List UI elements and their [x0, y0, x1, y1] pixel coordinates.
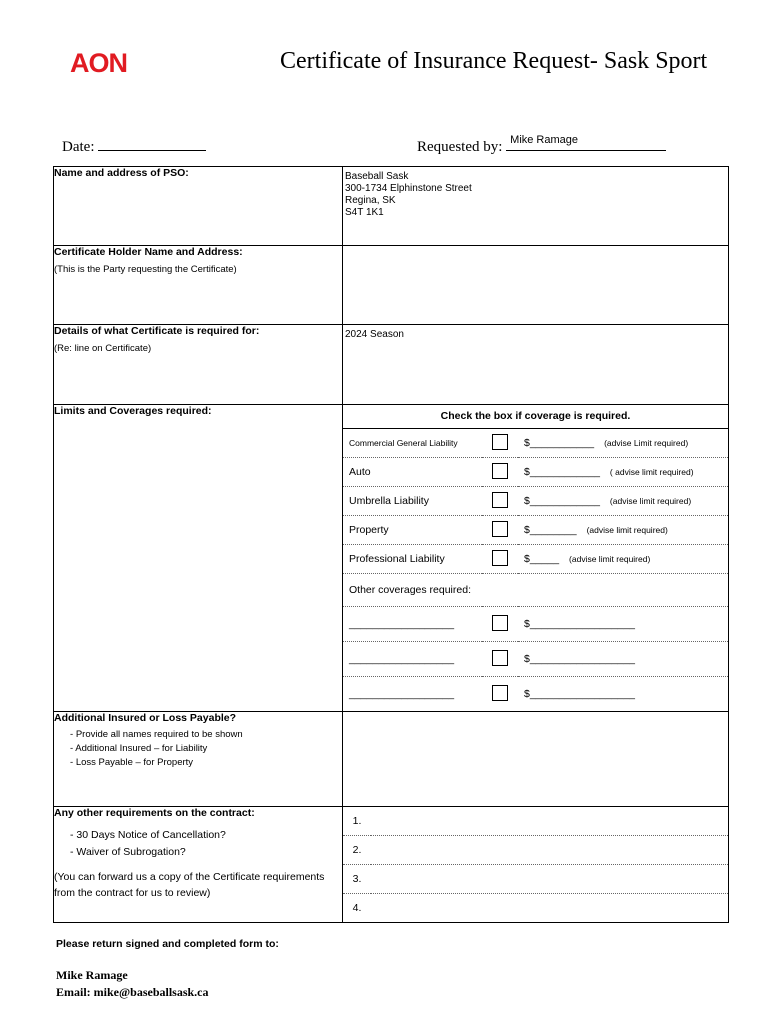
requested-by-field[interactable] — [506, 134, 666, 151]
date-label: Date: — [62, 139, 95, 155]
pso-label-cell — [54, 167, 343, 246]
details-label: Details of what Certificate is required for: — [54, 325, 260, 337]
checkbox-icon[interactable] — [492, 685, 508, 701]
coverage-name: Professional Liability — [343, 545, 482, 574]
amount-text: $_____ — [524, 553, 560, 565]
details-value: 2024 Season — [345, 329, 404, 340]
advise-text: (advise limit required) — [569, 554, 651, 564]
additional-list — [70, 728, 342, 770]
additional-value-cell[interactable] — [343, 712, 729, 807]
pso-line: 300-1734 Elphinstone Street — [345, 183, 472, 194]
other-coverages-label: Other coverages required: — [343, 574, 728, 607]
advise-text: (advise Limit required) — [604, 438, 689, 448]
requested-by-value: Mike Ramage — [510, 134, 579, 146]
coverage-checkbox[interactable] — [482, 487, 518, 516]
holder-value-cell[interactable] — [343, 246, 729, 325]
coverage-amount[interactable] — [518, 545, 728, 574]
details-value-cell[interactable] — [343, 325, 729, 405]
limits-label: Limits and Coverages required: — [54, 405, 212, 417]
pso-value-cell[interactable] — [343, 167, 729, 246]
pso-line: Baseball Sask — [345, 171, 409, 182]
other-req-value-cell — [343, 807, 729, 923]
checkbox-icon[interactable] — [492, 550, 508, 566]
coverage-amount[interactable] — [518, 429, 728, 458]
other-coverage-amount[interactable]: $__________________ — [518, 642, 728, 677]
coverage-amount[interactable] — [518, 458, 728, 487]
details-sub: (Re: line on Certificate) — [54, 343, 152, 354]
requested-by-line — [417, 134, 666, 156]
date-field[interactable] — [98, 134, 206, 151]
contact-email: Email: mike@baseballsask.ca — [56, 985, 209, 999]
requested-by-label: Requested by: — [417, 139, 503, 155]
req-field[interactable] — [371, 807, 728, 836]
aon-logo: AON — [70, 48, 127, 78]
list-item: - Loss Payable – for Property — [70, 756, 342, 770]
details-label-cell — [54, 325, 343, 405]
checkbox-icon[interactable] — [492, 492, 508, 508]
coverage-checkbox[interactable] — [482, 516, 518, 545]
limits-header: Check the box if coverage is required. — [343, 405, 728, 429]
other-req-list — [70, 827, 342, 861]
holder-label: Certificate Holder Name and Address: — [54, 246, 243, 258]
amount-text: $____________ — [524, 466, 600, 478]
checkbox-icon[interactable] — [492, 434, 508, 450]
list-item: - Waiver of Subrogation? — [70, 844, 342, 861]
holder-label-cell — [54, 246, 343, 325]
coverage-checkbox[interactable] — [482, 545, 518, 574]
additional-label: Additional Insured or Loss Payable? — [54, 712, 237, 724]
advise-text: ( advise limit required) — [609, 467, 694, 477]
advise-text: (advise limit required) — [586, 525, 668, 535]
limits-label-cell — [54, 405, 343, 712]
req-number: 4. — [352, 902, 362, 914]
other-req-note: (You can forward us a copy of the Certificate requirements from the contract for us to review) — [54, 871, 325, 899]
coverage-checkbox[interactable] — [482, 458, 518, 487]
other-coverage-name[interactable]: __________________ — [349, 688, 455, 700]
additional-label-cell — [54, 712, 343, 807]
coverage-name: Auto — [343, 458, 482, 487]
checkbox-icon[interactable] — [492, 615, 508, 631]
page-title: Certificate of Insurance Request- Sask Sport — [280, 48, 708, 74]
checkbox-icon[interactable] — [492, 521, 508, 537]
date-line — [62, 134, 206, 156]
coverage-name: Commercial General Liability — [343, 429, 482, 458]
amount-text: $____________ — [524, 495, 600, 507]
req-field[interactable] — [371, 894, 728, 923]
list-item: - Additional Insured – for Liability — [70, 742, 342, 756]
pso-label: Name and address of PSO: — [54, 167, 189, 179]
coverage-checkbox[interactable] — [482, 642, 518, 677]
pso-address — [343, 167, 728, 219]
return-instructions: Please return signed and completed form to: — [56, 938, 279, 950]
holder-sub: (This is the Party requesting the Certificate) — [54, 264, 237, 275]
req-number: 1. — [343, 807, 371, 836]
list-item: - 30 Days Notice of Cancellation? — [70, 827, 342, 844]
advise-text: (advise limit required) — [609, 496, 692, 506]
other-req-label: Any other requirements on the contract: — [54, 807, 255, 819]
other-coverage-amount[interactable]: $__________________ — [524, 688, 635, 700]
coverage-checkbox[interactable] — [482, 677, 518, 712]
other-coverage-name[interactable]: __________________ — [343, 642, 482, 677]
list-item: - Provide all names required to be shown — [70, 728, 342, 742]
request-form-table — [53, 166, 729, 923]
other-coverage-name[interactable]: __________________ — [343, 607, 482, 642]
req-number: 3. — [343, 865, 371, 894]
amount-text: $________ — [524, 524, 577, 536]
pso-line: S4T 1K1 — [345, 207, 384, 218]
other-coverage-amount[interactable]: $__________________ — [518, 607, 728, 642]
amount-text: $___________ — [524, 437, 595, 449]
contact-name: Mike Ramage — [56, 968, 128, 982]
pso-line: Regina, SK — [345, 195, 396, 206]
checkbox-icon[interactable] — [492, 463, 508, 479]
coverage-amount[interactable] — [518, 516, 728, 545]
req-field[interactable] — [371, 836, 728, 865]
other-req-label-cell — [54, 807, 343, 923]
coverage-checkbox[interactable] — [482, 429, 518, 458]
coverage-table — [343, 429, 728, 711]
limits-value-cell — [343, 405, 729, 712]
checkbox-icon[interactable] — [492, 650, 508, 666]
coverage-checkbox[interactable] — [482, 607, 518, 642]
requirements-table — [343, 807, 728, 922]
coverage-name: Property — [343, 516, 482, 545]
req-field[interactable] — [371, 865, 728, 894]
req-number: 2. — [343, 836, 371, 865]
coverage-name: Umbrella Liability — [343, 487, 482, 516]
coverage-amount[interactable] — [518, 487, 728, 516]
